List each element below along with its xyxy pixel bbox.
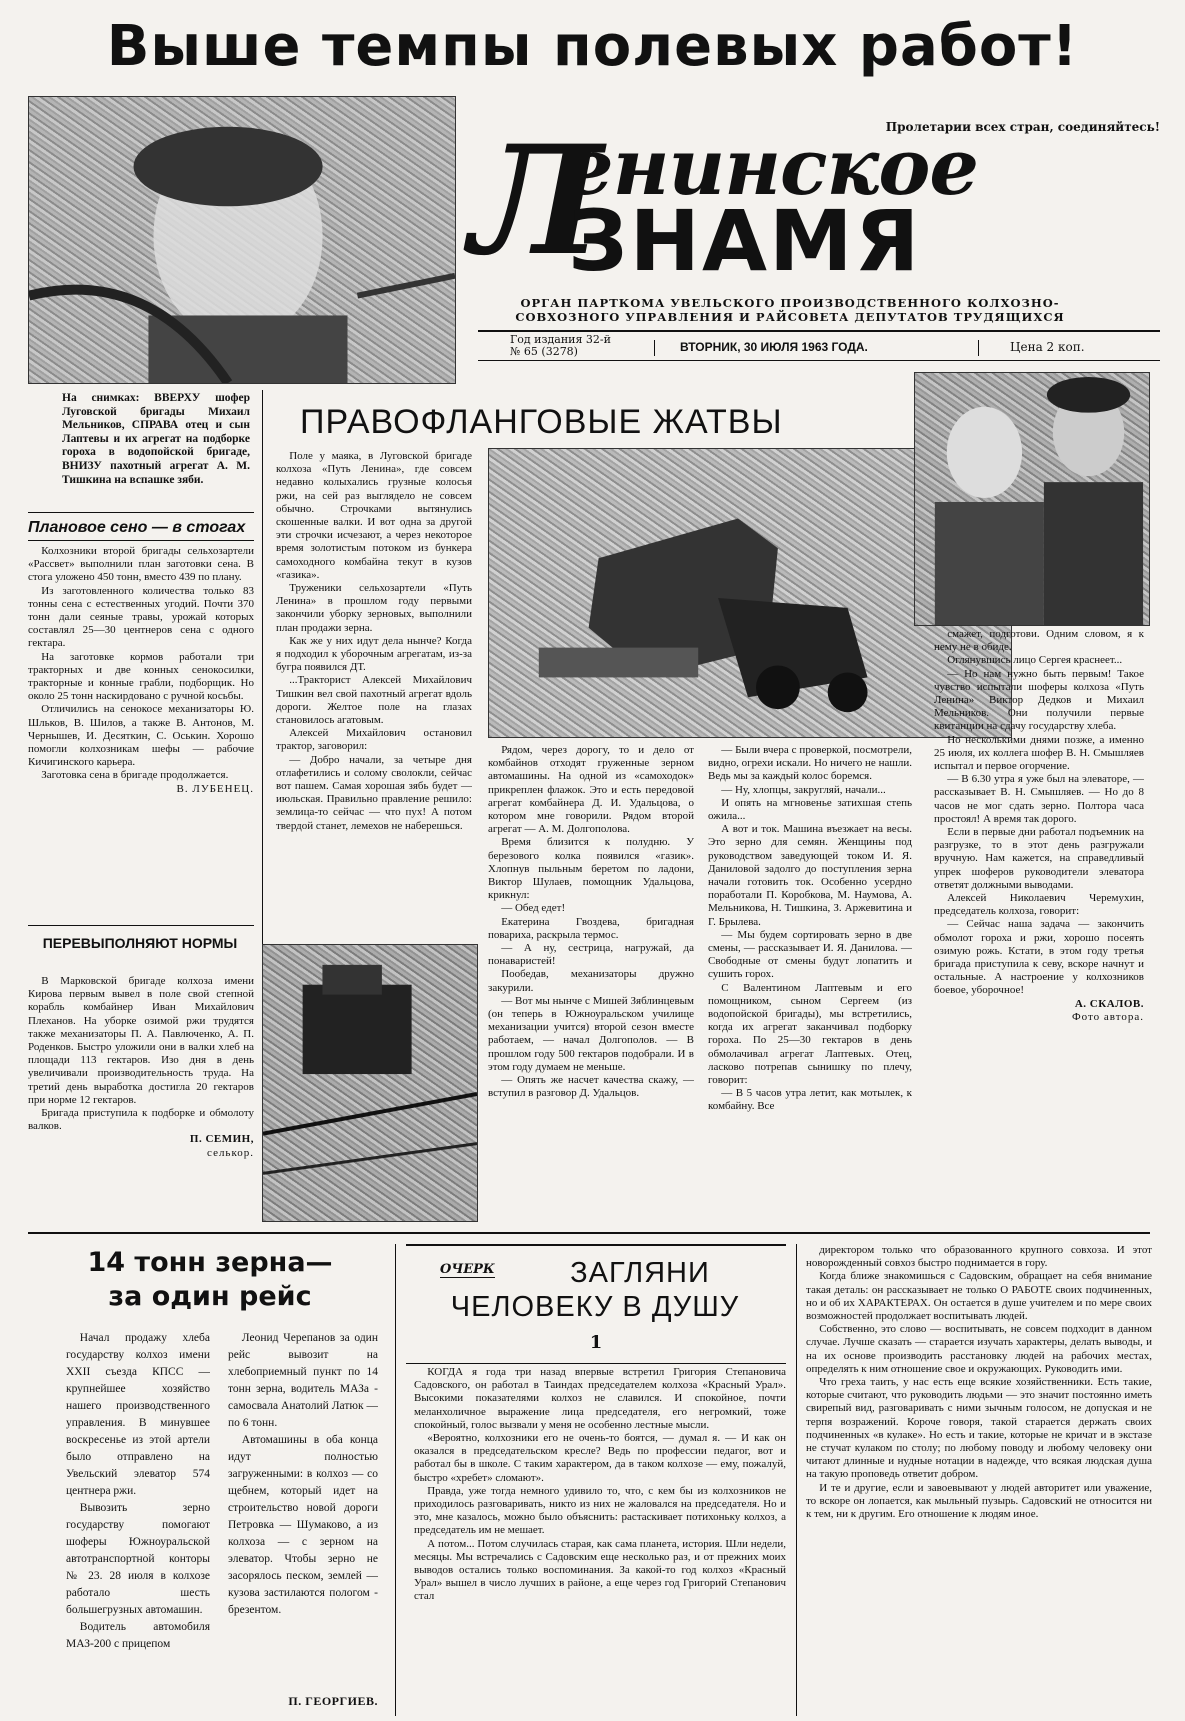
photo-caption: На снимках: ВВЕРХУ шофер Луговской бригады Михаил Мельников, СПРАВА отец и сын Лаптевы и их агрегат на подборке гороха в водопойской бригаде, ВНИЗУ пахотный агрегат А. М. Тишкина на вспашке зяби. — [62, 392, 250, 486]
essay-column-1 — [414, 1366, 786, 1714]
norms-paragraph: Бригада приступила к подборке и обмолоту валков. — [28, 1107, 254, 1133]
hay-article — [28, 545, 254, 917]
harvest-paragraph: — Ну, хлопцы, закругляй, начали... — [721, 783, 886, 796]
harvest-paragraph: — Обед едет! — [501, 902, 566, 915]
organ-line-1: ОРГАН ПАРТКОМА УВЕЛЬСКОГО ПРОИЗВОДСТВЕННОГО КОЛХОЗНО- — [520, 296, 1060, 310]
grain-paragraph: Начал продажу хлеба государству колхоз имени XXII съезда КПСС — крупнейшее хозяйство нашего производственного управления. В минувшее воскресенье из этой артели было отправлено на Увельский элеватор 574 центнера ржи. — [66, 1332, 210, 1497]
grain-headline-line-2: за один рейс — [108, 1281, 312, 1312]
harvest-column-1 — [276, 450, 472, 938]
harvest-paragraph: Оглянувшись лицо Сергея краснеет... — [947, 654, 1123, 667]
harvest-paragraph: — А ну, сестрица, нагружай, да понаваристей! — [488, 942, 694, 968]
hay-paragraph: Колхозники второй бригады сельхозартели «Рассвет» выполнили план заготовки сена. В стога уложено 450 тонн, вместо 439 по плану. — [28, 545, 254, 584]
norms-headline: ПЕРЕВЫПОЛНЯЮТ НОРМЫ — [42, 935, 238, 951]
harvest-paragraph: Поле у маяка, в Луговской бригаде колхоза «Путь Ленина», где совсем недавно колыхались грузные колосья ржи, на сей раз выглядело не совсем обычно. Строчками вытянулись скошенные валки. И вот одна за другой эти строчки исчезают, а через некоторое время золотистым потоком из бункера самоходного комбайна текут в кузов «газика». — [276, 450, 472, 581]
harvest-paragraph: Алексей Николаевич Черемухин, председатель колхоза, говорит: — [934, 892, 1144, 918]
essay-paragraph: «Вероятно, колхозники его не очень-то боятся, — думал я. — И как он оказался в председательском кресле? Ведь по профессии педагог, вот и работал бы в школе. С таким характером, да в таком колхозе — ему, пожалуй, быстро «хребет» сломают». — [414, 1432, 786, 1484]
norms-paragraph: В Марковской бригаде колхоза имени Кирова первым вывел в поле свой степной корабль комбайнер Иван Михайлович Плеханов. На уборке озимой ржи трудятся также механизаторы П. А. Павлюченко, А. П. Роденков. Быстро уложили они в валки хлеб на площади 113 гектаров. Изо дня в день увеличивали производительность труда. На третий день выработка достигла 20 гектаров при норме 12 гектаров. — [28, 975, 254, 1106]
harvest-column-2 — [488, 744, 694, 1220]
harvest-paragraph: А вот и ток. Машина въезжает на весы. Это зерно для семян. Женщины под руководством заведующей током И. Я. Даниловой задолго до поступления зерна начали готовить ток. Особенно усердно поработали П. Коробкова, М. Наумова, А. Мельникова, Н. Тишкина, З. Аржевитина и Г. Брылева. — [708, 823, 912, 928]
norms-article — [28, 975, 254, 1220]
harvest-paragraph: — Опять же насчет качества скажу, — вступил в разговор Д. Удальцов. — [488, 1074, 694, 1100]
essay-paragraph: А потом... Потом случилась старая, как сама планета, история. Шли недели, месяцы. Мы встречались с Садовским еще несколько раз, и от прежних моих выводов остались только воспоминания. За какой-то год колхоз «Красный Урал» вышел в число лучших в районе, а еще через год Григорий Степанович стал — [414, 1537, 786, 1603]
harvest-paragraph: — Сейчас наша задача — закончить обмолот гороха и ржи, хорошо посеять озимую рожь. Кстати, в этом году третья бригада приступила к севу, вскоре начнут и остальные. А настроение у колхозников боевое, уборочное! — [934, 918, 1144, 997]
grain-column-1 — [66, 1330, 210, 1716]
harvest-paragraph: — В 6.30 утра я уже был на элеваторе, — рассказывает В. Н. Смышляев. — Но до 8 часов не мог сдать зерно. Полтора часа простоял! А время так дорого. — [934, 773, 1144, 825]
issue-label: № 65 (3278) — [510, 345, 578, 358]
harvest-paragraph: С Валентином Лаптевым и его помощником, сыном Сергеем (из водопойской бригады), мы встретились, когда их агрегат заканчивал подборку гороха. По 25—30 гектаров в день обмолачивал агрегат Лаптевых. Отец, ласково потрепав сынишку по плечу, говорит: — [708, 981, 912, 1087]
masthead-price: Цена 2 коп. — [1010, 340, 1085, 354]
hay-signature: В. ЛУБЕНЕЦ. — [176, 782, 254, 795]
essay-column-2 — [806, 1244, 1152, 1716]
hay-paragraph: На заготовке кормов работали три тракторных и две конных сенокосилки, тракторные и конные грабли, подборщик. Но около 25 тонн наскирдовано с ручной косьбы. — [28, 650, 254, 703]
essay-paragraph: директором только что образованного крупного совхоза. И этот новорожденный совхоз быстро поднимается в гору. — [806, 1244, 1152, 1270]
harvest-paragraph: Екатерина Гвоздева, бригадная повариха, раскрыла термос. — [488, 915, 694, 941]
hay-headline: Плановое сено — в стогах — [28, 518, 254, 541]
harvest-paragraph: И опять на мгновенье затихшая степь ожила... — [708, 796, 912, 823]
organ-line-2: СОВХОЗНОГО УПРАВЛЕНИЯ И РАЙСОВЕТА ДЕПУТАТОВ ТРУДЯЩИХСЯ — [515, 310, 1065, 324]
harvest-paragraph: Время близится к полудню. У березового колка появился «газик». Хлопнув пыльным беретом по ладони, Виктор Шулаев, помощник Удальцова, крикнул: — [488, 836, 694, 902]
grain-signature: П. ГЕОРГИЕВ. — [288, 1694, 378, 1708]
grain-paragraph: Вывозить зерно государству помогают шоферы Южноуральской автотранспортной конторы № 23. 28 июля в колхозе работало шесть большегрузных автомашин. — [66, 1502, 210, 1616]
banner-headline: Выше темпы полевых работ! — [106, 14, 1079, 79]
masthead-title-script: енинское — [564, 122, 978, 213]
essay-paragraph: Когда ближе знакомишься с Садовским, обращает на себя внимание такая деталь: он рассказывает не только О РАБОТЕ своих подчиненных, но и об их ХАРАКТЕРАХ. Он остается в душе учителем и по мере своих возможностей продолжает воспитывать людей. — [806, 1270, 1152, 1323]
norms-signature: П. СЕМИН, — [189, 1133, 254, 1146]
harvest-paragraph: — В 5 часов утра летит, как мотылек, к комбайну. Все — [708, 1087, 912, 1113]
essay-paragraph: Правда, уже тогда немного удивило то, что, с кем бы из колхозников не приходилось разговаривать, никто из них не жаловался на председателя. Но и это, мне казалось, можно было объяснить: растаскивает потихоньку колхоз, а председатель им не мешает. — [414, 1484, 786, 1537]
masthead-title-znamya: ЗНАМЯ — [568, 192, 922, 290]
essay-paragraph: Собственно, это слово — воспитывать, не совсем подходит в данном случае. Лучше сказать — старается изучать характеры, делать выводы, и на их основе производить расстановку людей на рабочих местах, определять к ним отношение свое и окружающих. Руководить ими. — [806, 1323, 1152, 1375]
harvest-paragraph: Пообедав, механизаторы дружно закурили. — [488, 968, 694, 994]
essay-paragraph: И те и другие, если и завоевывают у людей авторитет или уважение, то вскоре он лопается, как мыльный пузырь. Садовский не относится ни к тем, ни к другим. Его отношение к людям иное. — [806, 1481, 1152, 1521]
people-photo — [914, 372, 1150, 626]
grain-paragraph: Автомашины в оба конца идут полностью загруженными: в колхоз — со щебнем, который идет на строительство новой дороги Петровка — Шумаково, а из колхоза — с зерном на элеватор. Чтобы зерно не засорялось песком, землей — кузова застилаются пологом - брезентом. — [228, 1434, 378, 1616]
harvest-paragraph: ...Тракторист Алексей Михайлович Тишкин вел свой пахотный агрегат вдоль дороги. Желтое поле на глазах становилось агатовым. — [276, 674, 472, 727]
harvest-paragraph: смажет, подготови. Одним словом, я к нему не в обиде. — [934, 628, 1144, 654]
harvest-paragraph: Алексей Михайлович остановил трактор, заговорил: — [276, 727, 472, 753]
portrait-photo — [28, 96, 456, 384]
masthead-organ — [480, 296, 1100, 324]
harvest-signature: А. СКАЛОВ. — [1074, 997, 1144, 1010]
year-label: Год издания 32-й — [510, 333, 611, 346]
harvest-paragraph: — Вот мы нынче с Мишей Зяблинцевым (он теперь в Южноуральском училище механизации учится) второй сезон вместе работаем, — начал Долгополов. — В прошлом году 500 гектаров подобрали. И в этом году думаем не меньше. — [488, 994, 694, 1073]
harvest-column-4 — [934, 628, 1144, 1220]
essay-headline-line-1: ЗАГЛЯНИ — [570, 1257, 710, 1289]
harvest-paragraph: — Были вчера с проверкой, посмотрели, видно, огрехи искали. Но ничего не нашли. Ведь мы за каждый колос боремся. — [708, 744, 912, 783]
harvest-paragraph: Но несколькими днями позже, а именно 25 июля, их коллега шофер В. Н. Смышляев испытал и первое огорчение. — [934, 733, 1144, 773]
harvest-headline: ПРАВОФЛАНГОВЫЕ ЖАТВЫ — [300, 403, 783, 441]
hay-paragraph: Из заготовленного количества только 83 тонны сена с естественных угодий. Почти 370 тонн дали сеяные травы, урожай которых составлял 25—30 центнеров сена с одного гектара. — [28, 584, 254, 650]
masthead-issue-info — [510, 334, 611, 358]
essay-paragraph: КОГДА я года три назад впервые встретил Григория Степановича Садовского, он работал в Таиндах председателем колхоза «Красный Урал». Высокими показателями колхоз не славился. И спокойное, почти меланхоличное выражение лица председателя, его негромкий, тоже спокойный, голос вызвали у меня не особенно лестные мысли. — [414, 1366, 786, 1431]
harvest-photo-credit: Фото автора. — [1071, 1010, 1144, 1023]
harvest-paragraph: Если в первые дни работал подъемник на разгрузке, то в этот день разгружали вручную. Нам кажется, на справедливый упрек шоферов руководители элеватора ответят должными выводами. — [934, 826, 1144, 891]
hay-paragraph: Заготовка сена в бригаде продолжается. — [41, 769, 229, 782]
harvest-paragraph: Как же у них идут дела нынче? Когда я подходил к уборочным агрегатам, из-за бугра появился ДТ. — [276, 634, 472, 674]
harvest-paragraph: Рядом, через дорогу, то и дело от комбайнов отходят груженные зерном автомашины. На одной из «самоходок» прикреплен флажок. Это и есть передовой агрегат комбайнера Д. И. Удальцова, о котором мне говорили. Рядом второй агрегат — А. М. Долгополова. — [488, 744, 694, 836]
harvest-paragraph: — Добро начали, за четыре дня отлафетились и солому сволокли, сейчас вот пашем. Самая хорошая зябь будет — июльская. Правильно правление решило: землица-то сейчас — что пух! А потом твердой станет, лемехов не наберешься. — [276, 753, 472, 832]
harvest-column-3 — [708, 744, 912, 1220]
grain-headline-line-1: 14 тонн зерна— — [87, 1247, 333, 1278]
grain-column-2 — [228, 1330, 378, 1690]
harvest-paragraph: Труженики сельхозартели «Путь Ленина» в прошлом году первыми закончили уборку зерновых, выполнили план продажи зерна. — [276, 582, 472, 634]
grain-paragraph: Леонид Черепанов за один рейс вывозит на хлебоприемный пункт по 14 тонн зерна, водитель МАЗа - самосвала Анатолий Латюк — по 6 тонн. — [228, 1332, 378, 1429]
masthead-motto: Пролетарии всех стран, соединяйтесь! — [885, 120, 1160, 134]
harvest-paragraph: — Но нам нужно быть первым! Такое чувство испытали шоферы колхоза «Путь Ленина» Виктор Дедков и Михаил Мельников. Они получили первые квитанции на сдачу государству хлеба. — [934, 667, 1144, 733]
plough-photo — [262, 944, 478, 1222]
harvest-paragraph: — Мы будем сортировать зерно в две смены, — рассказывает И. Я. Данилова. — Свободные от смены будут лопатить и сушить горох. — [708, 928, 912, 981]
essay-paragraph: Что греха таить, у нас есть еще всякие хозяйственники. Есть такие, которые считают, что руководить людьми — это значит постоянно иметь свирепый вид, разговаривать с ними зычным голосом, не допуская и не терпя возражений. Короче говоря, такой старается держать своих подчиненных «в кулаке». Но есть и такие, которые не кричат и в экстазе не стучат кулаком по столу; по любому поводу и любому человеку они читают длинные и нудные нотации в надежде, что всякая людская душа на такую проповедь ответит добром. — [806, 1376, 1152, 1481]
norms-signature-role: селькор. — [207, 1146, 254, 1159]
essay-headline — [420, 1256, 770, 1324]
hay-paragraph: Отличились на сенокосе механизаторы Ю. Шльков, В. Шилов, а также В. Антонов, М. Чернышев, И. Десяткин, С. Оськин. Хорошо помогли колхозникам шефы — рабочие Кичигинского карьера. — [28, 703, 254, 769]
masthead-big-l: Л — [470, 113, 603, 289]
grain-headline — [40, 1246, 380, 1314]
masthead-date: ВТОРНИК, 30 ИЮЛЯ 1963 ГОДА. — [680, 340, 868, 354]
essay-label: ОЧЕРК — [440, 1262, 495, 1277]
grain-paragraph: Водитель автомобиля МАЗ-200 с прицепом — [66, 1621, 210, 1650]
essay-headline-line-2: ЧЕЛОВЕКУ В ДУШУ — [450, 1291, 740, 1323]
essay-part-number: 1 — [589, 1332, 603, 1353]
